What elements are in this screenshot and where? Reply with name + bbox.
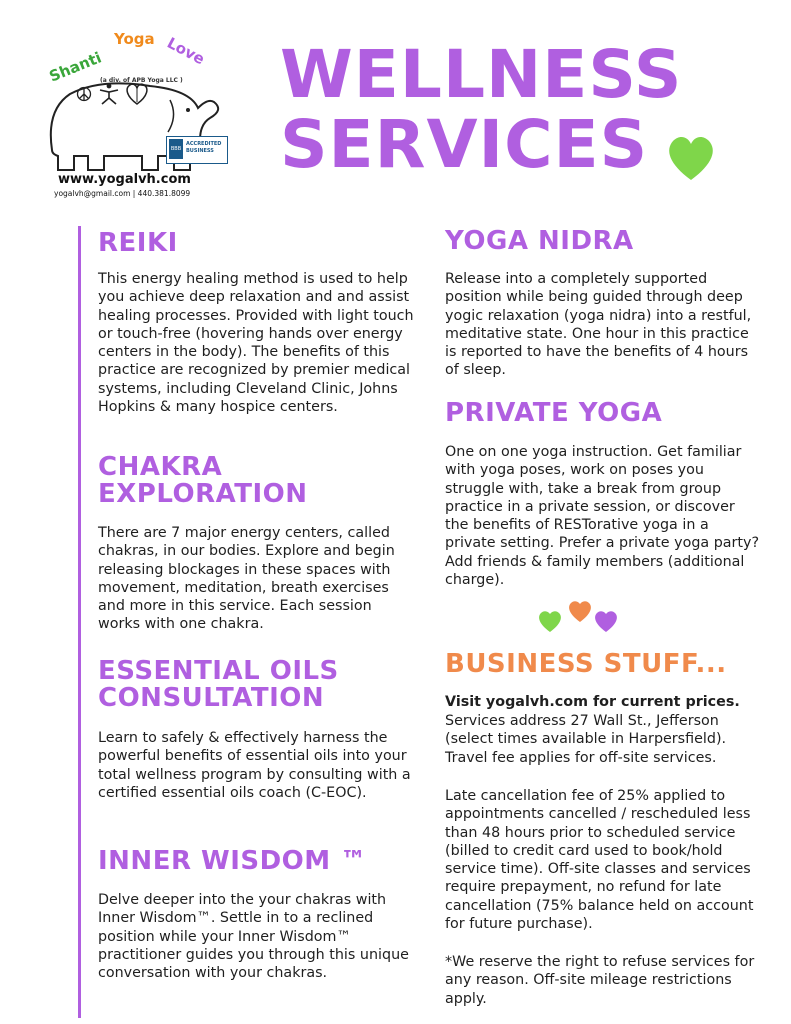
business-heading: BUSINESS STUFF... [445,649,727,679]
heart-icon [124,82,150,106]
yoga-figure-icon [98,82,120,106]
reiki-body: This energy healing method is used to help you achieve deep relaxation and and assist healing processes. Provided with light touch or touch-free (hovering hands over energy centers in the body). The benefits of this practice are recognized by premier medical systems, including Cleveland Clinic, Johns Hopkins & many hospice centers. [98,271,414,416]
bbb-seal-icon: BBB [169,139,183,159]
logo-word-yoga: Yoga [114,30,155,48]
chakra-heading-line1: CHAKRA [98,452,223,482]
chakra-body: There are 7 major energy centers, called chakras, in our bodies. Explore and begin releasing blockages in these spaces with movement, meditation, breath exercises and more in this service. Each session works with one chakra. [98,525,395,633]
three-hearts-icon [536,600,626,636]
bbb-badge-text: ACCREDITED BUSINESS [186,141,222,154]
column-divider [78,226,81,1018]
logo-word-love: Love [164,33,208,69]
private-yoga-heading: PRIVATE YOGA [445,398,663,428]
yoga-nidra-heading: YOGA NIDRA [445,226,634,256]
peace-icon [76,86,92,102]
logo-contact: yogalvh@gmail.com | 440.381.8099 [54,189,191,198]
inner-wisdom-heading: INNER WISDOM ™ [98,846,367,876]
business-reservation-note: *We reserve the right to refuse services for any reason. Off-site mileage restrictions apply. [445,954,755,1007]
private-yoga-body: One on one yoga instruction. Get familiar with yoga poses, work on poses you struggle with, take a break from group practice in a private session, or discover the benefits of RESTorative yoga in a private setting. Prefer a private yoga party? Add friends & family members (additional charge). [445,444,760,589]
logo-subtitle: (a div. of APB Yoga LLC ) [100,77,183,84]
business-lead: Visit yogalvh.com for current prices. [445,694,740,710]
inner-wisdom-body: Delve deeper into the your chakras with Inner Wisdom™. Settle in to a reclined position while your Inner Wisdom™ practitioner guides you through this unique conversation with your chakras. [98,892,409,982]
page-title-line2: SERVICES [280,106,649,183]
business-cancellation: Late cancellation fee of 25% applied to appointments cancelled / rescheduled less than 48 hours prior to scheduled service (billed to credit card used to book/hold service time). Off-site classes and services require prepayment, no refund for late cancellation (75% balance held on account for future purchase). [445,788,754,933]
oils-heading-line2: CONSULTATION [98,683,325,713]
oils-body: Learn to safely & effectively harness the powerful benefits of essential oils into your total wellness program by consulting with a certified essential oils coach (C-EOC). [98,730,411,801]
oils-heading-line1: ESSENTIAL OILS [98,656,339,686]
logo-word-shanti: Shanti [46,48,104,86]
page-title-line1: WELLNESS [280,36,683,113]
green-heart-icon [663,132,719,182]
business-address: Services address 27 Wall St., Jefferson (select times available in Harpersfield). Travel fee applies for off-site services. [445,713,727,766]
logo [40,24,222,202]
yoga-nidra-body: Release into a completely supported position while being guided through deep yogic relaxation (yoga nidra) into a restful, meditative state. One hour in this practice is reported to have the benefits of 4 hours of sleep. [445,271,752,379]
reiki-heading: REIKI [98,228,178,258]
chakra-heading-line2: EXPLORATION [98,479,308,509]
bbb-accredited-badge [166,136,228,164]
logo-website: www.yogalvh.com [58,172,191,187]
